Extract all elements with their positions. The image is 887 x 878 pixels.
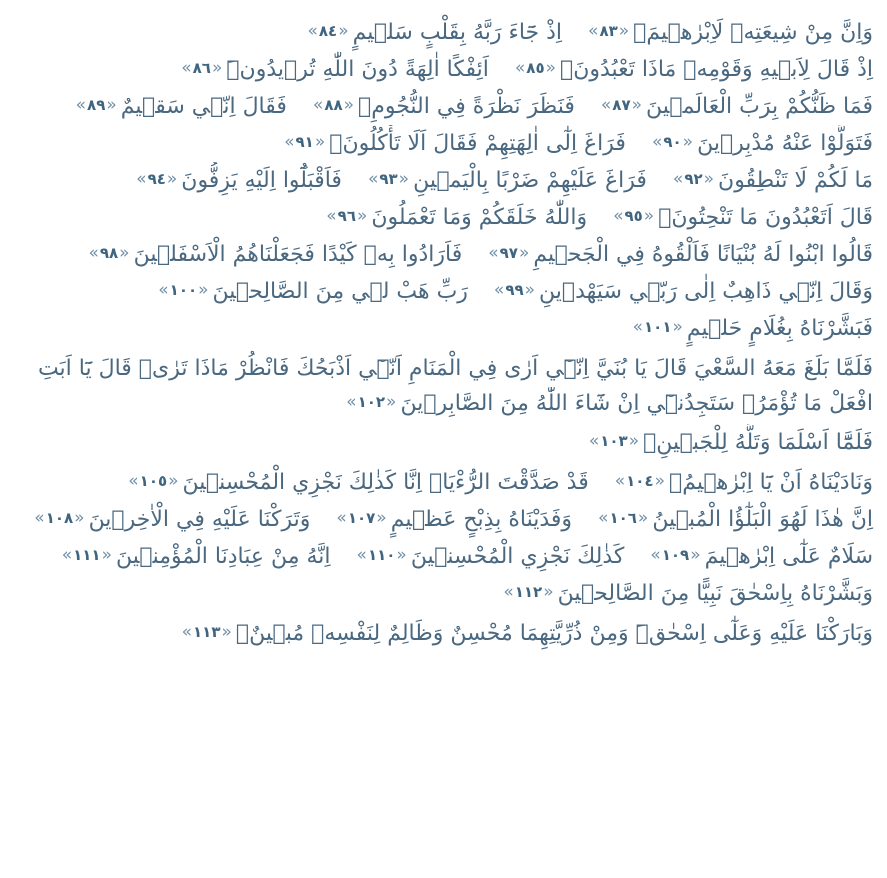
verse-segment [177,57,489,82]
verse-text: فَنَظَرَ نَظْرَةً فِي النُّجُومِۙ [358,94,575,119]
ayah-number: ١٠٣ [600,431,628,450]
verse-segment [132,168,342,193]
verse-line [12,538,875,575]
ayah-ornament-close-icon: » [600,94,612,115]
ayah-number-marker [503,581,554,602]
ayah-number: ١٠٢ [357,392,386,411]
ayah-number: ١١٣ [193,622,221,641]
ayah-number-marker [672,168,715,189]
verse-segment [646,544,873,569]
ayah-number-marker [493,279,536,300]
ayah-ornament-open-icon: « [356,205,368,226]
verse-line [12,51,875,88]
verse-line [12,125,875,162]
ayah-ornament-close-icon: » [488,242,499,263]
verse-segment [309,94,575,119]
verse-line [12,350,875,387]
ayah-ornament-open-icon: « [398,168,410,189]
verse-line [12,424,875,461]
ayah-number: ٨٧ [612,95,631,114]
ayah-ornament-open-icon: « [628,430,640,451]
verse-segment [609,205,873,230]
verse-segment [594,507,873,532]
verse-text: وَاللّٰهُ خَلَقَكُمْ وَمَا تَعْمَلُونَ [371,205,588,230]
verse-line [12,575,875,612]
ayah-number-marker [128,470,179,491]
ayah-ornament-open-icon: « [119,242,130,263]
ayah-ornament-open-icon: « [654,470,666,491]
ayah-number: ٩٥ [624,206,643,225]
verse-text: وَتَرَكْنَا عَلَيْهِ فِي الْاٰخِرٖينَ [88,507,311,532]
verse-line [12,273,875,310]
ayah-number-marker [307,20,349,41]
ayah-ornament-close-icon: » [75,94,87,115]
verse-segment [84,242,462,267]
ayah-number: ١٠١ [644,317,672,336]
verse-segment [154,279,468,304]
ayah-ornament-close-icon: » [588,20,599,41]
ayah-number-marker [600,94,643,115]
verse-line [12,199,875,236]
verse-text: وَاِنَّ مِنْ شِيعَتِهٖ لَاِبْرٰهٖيمَۘ [633,20,873,45]
verse-line [12,615,875,652]
ayah-ornament-close-icon: » [158,279,169,300]
ayah-number-marker [136,168,178,189]
ayah-number: ١٠٦ [609,508,637,527]
ayah-number: ١١١ [73,545,101,564]
ayah-number: ١١٢ [514,582,543,601]
ayah-ornament-open-icon: « [343,94,355,115]
ayah-ornament-open-icon: « [672,316,683,337]
ayah-number-marker [61,544,112,565]
ayah-number-marker [346,391,397,412]
verse-text: فَاَرَادُوا بِهٖ كَيْدًا فَجَعَلْنَاهُمُ الْاَسْفَلٖينَ [133,242,463,267]
verse-text: وَبَارَكْنَا عَلَيْهِ وَعَلٰٓى اِسْحٰقَۜ وَمِنْ ذُرِّيَّتِهِمَا مُحْسِنٌ وَظَالِمٌ لِنَفْسِهٖ مُبٖينٌۚ [235,621,873,646]
ayah-ornament-close-icon: » [34,507,45,528]
ayah-number-marker [356,544,407,565]
verse-text: فَلَمَّٓا اَسْلَمَا وَتَلَّهُ لِلْجَبٖينِۚ [643,430,873,455]
verse-text: فَرَاغَ عَلَيْهِمْ ضَرْبًا بِالْيَمٖينِ [413,168,647,193]
ayah-ornament-close-icon: » [493,279,505,300]
ayah-ornament-close-icon: » [181,57,192,78]
ayah-number-marker [312,94,355,115]
verse-segment [584,20,873,45]
ayah-ornament-open-icon: « [703,168,715,189]
ayah-number-marker [614,470,666,491]
verse-text: رَبِّ هَبْ لٖي مِنَ الصَّالِحٖينَ [212,279,468,304]
ayah-ornament-close-icon: » [598,507,609,528]
ayah-number: ١٠٤ [626,471,654,490]
verse-segment [353,544,625,569]
verse-segment [364,168,647,193]
ayah-number: ١٠٨ [45,508,74,527]
ayah-ornament-open-icon: « [74,507,85,528]
ayah-ornament-open-icon: « [690,544,701,565]
verse-text: اِذْ قَالَ لِاَبٖيهِ وَقَوْمِهٖ مَاذَا تَعْبُدُونَۚ [560,57,873,82]
ayah-number-marker [158,279,209,300]
ayah-number-marker [613,205,655,226]
verse-text: اِنَّهُ مِنْ عِبَادِنَا الْمُؤْمِنٖينَ [115,544,331,569]
ayah-number: ٨٣ [599,21,618,40]
ayah-number-marker [336,507,387,528]
verse-line [12,236,875,273]
verse-text: فَاَقْبَلُٓوا اِلَيْهِ يَزِفُّونَ [181,168,342,193]
verse-line [12,14,875,51]
ayah-ornament-open-icon: « [386,391,397,412]
ayah-ornament-open-icon: « [198,279,209,300]
ayah-number: ٩٧ [499,243,518,262]
ayah-number: ٩٨ [99,243,119,262]
ayah-ornament-open-icon: « [168,470,179,491]
ayah-ornament-close-icon: » [367,168,379,189]
verse-text: افْعَلْ مَا تُؤْمَرُۘ سَتَجِدُنٖٓي اِنْ شَٓاءَ اللّٰهُ مِنَ الصَّابِرٖينَ [400,391,873,416]
ayah-ornament-open-icon: « [545,57,557,78]
verse-segment [484,242,873,267]
ayah-ornament-close-icon: » [632,316,644,337]
ayah-ornament-close-icon: » [284,131,295,152]
ayah-number-marker [34,507,85,528]
ayah-ornament-close-icon: » [136,168,147,189]
ayah-ornament-close-icon: » [503,581,514,602]
ayah-number: ٩٠ [663,132,682,151]
verse-text: وَنَادَيْنَاهُ اَنْ يَٓا اِبْرٰهٖيمُۙ [669,470,873,495]
ayah-number: ٨٦ [192,58,211,77]
ayah-ornament-close-icon: » [181,621,193,642]
ayah-number-marker [632,316,683,337]
verse-segment [332,507,572,532]
ayah-ornament-close-icon: » [336,507,347,528]
ayah-number: ١٠٠ [169,280,198,299]
ayah-number-marker [588,20,630,41]
verse-segment [669,168,873,193]
ayah-number-marker [367,168,410,189]
verse-line [12,162,875,199]
ayah-ornament-close-icon: » [346,391,357,412]
ayah-number-marker [598,507,649,528]
verse-segment [322,205,587,230]
ayah-number-marker [326,205,368,226]
ayah-number: ١٠٩ [661,545,690,564]
verse-text: فَمَا ظَنُّكُمْ بِرَبِّ الْعَالَمٖينَ [646,94,873,119]
ayah-ornament-close-icon: » [312,94,324,115]
ayah-ornament-open-icon: « [618,20,630,41]
ayah-ornament-close-icon: » [514,57,526,78]
verse-text: وَفَدَيْنَاهُ بِذِبْحٍ عَظٖيمٍ [390,507,573,532]
ayah-number: ٩٦ [337,206,356,225]
ayah-ornament-close-icon: » [307,20,318,41]
verse-segment [38,356,873,381]
ayah-ornament-close-icon: » [88,242,99,263]
ayah-number: ١٠٥ [139,471,168,490]
ayah-number: ٩٤ [147,169,166,188]
ayah-ornament-open-icon: « [631,94,643,115]
ayah-number-marker [88,242,130,263]
ayah-ornament-open-icon: « [106,94,117,115]
ayah-ornament-open-icon: « [682,131,694,152]
verse-text: قَدْ صَدَّقْتَ الرُّءْيَاۚ اِنَّا كَذٰلِكَ نَجْزِي الْمُحْسِنٖينَ [182,470,589,495]
verse-text: قَالَ اَتَعْبُدُونَ مَا تَنْحِتُونَۙ [658,205,873,230]
ayah-ornament-close-icon: » [613,205,624,226]
verse-segment [58,544,331,569]
verse-text: وَبَشَّرْنَاهُ بِاِسْحٰقَ نَبِيًّا مِنَ الصَّالِحٖينَ [557,581,873,606]
verse-text: وَقَالَ اِنّٖي ذَاهِبٌ اِلٰى رَبّٖي سَيَهْدٖينِ [539,279,873,304]
verse-text: مَا لَكُمْ لَا تَنْطِقُونَ [718,168,873,193]
ayah-number-marker [181,621,232,642]
verse-segment [304,20,563,45]
ayah-ornament-open-icon: « [166,168,178,189]
ayah-ornament-open-icon: « [518,242,530,263]
ayah-ornament-close-icon: » [128,470,139,491]
verse-text: فَبَشَّرْنَاهُ بِغُلَامٍ حَلٖيمٍ [686,316,873,341]
verse-segment [499,581,873,606]
ayah-ornament-open-icon: « [221,621,232,642]
ayah-ornament-close-icon: » [588,430,600,451]
verse-text: اِنَّ هٰذَا لَهُوَ الْبَلٰٓؤُا الْمُبٖينُ [652,507,873,532]
ayah-number-marker [651,131,694,152]
ayah-number: ٩٣ [379,169,398,188]
ayah-number: ٩٩ [505,280,524,299]
ayah-ornament-close-icon: » [61,544,73,565]
ayah-ornament-open-icon: « [376,507,387,528]
ayah-number: ٨٤ [318,21,338,40]
verse-text: فَقَالَ اِنّٖي سَقٖيمٌ [120,94,287,119]
verse-text: فَلَمَّا بَلَغَ مَعَهُ السَّعْيَ قَالَ يَا بُنَيَّ اِنّٖٓي اَرٰى فِي الْمَنَامِ اَنّٖٓي اَذْبَحُكَ فَانْظُرْ مَاذَا تَرٰىۜ قَالَ يَٓا اَبَتِ [37,356,873,381]
ayah-number: ٩٢ [684,169,703,188]
ayah-ornament-open-icon: « [338,20,349,41]
ayah-ornament-open-icon: « [101,544,112,565]
verse-text: اَئِفْكًا اٰلِهَةً دُونَ اللّٰهِ تُرٖيدُونَۜ [226,57,489,82]
ayah-number: ١١٠ [367,545,396,564]
ayah-ornament-open-icon: « [211,57,223,78]
verse-line [12,387,875,421]
verse-text: فَتَوَلَّوْا عَنْهُ مُدْبِرٖينَ [697,131,873,156]
ayah-number-marker [284,131,326,152]
verse-segment [490,279,873,304]
ayah-number: ٨٥ [526,58,545,77]
verse-segment [280,131,626,156]
verse-segment [342,391,873,416]
ayah-number-marker [488,242,530,263]
ayah-number: ٨٨ [324,95,343,114]
ayah-ornament-open-icon: « [396,544,407,565]
verse-text: كَذٰلِكَ نَجْزِي الْمُحْسِنٖينَ [410,544,625,569]
ayah-ornament-close-icon: » [326,205,337,226]
verse-segment [30,507,310,532]
verse-segment [585,430,873,455]
verse-text: سَلَامٌ عَلٰٓى اِبْرٰهٖيمَ [704,544,873,569]
ayah-ornament-close-icon: » [356,544,367,565]
verse-segment [611,470,873,495]
ayah-number: ٨٩ [87,95,106,114]
verse-line [12,88,875,125]
ayah-ornament-close-icon: » [614,470,626,491]
ayah-number-marker [650,544,701,565]
ayah-ornament-close-icon: » [672,168,684,189]
verse-line [12,310,875,347]
ayah-number-marker [181,57,223,78]
verse-line [12,464,875,501]
ayah-ornament-open-icon: « [643,205,655,226]
ayah-number-marker [75,94,117,115]
ayah-number: ٩١ [295,132,314,151]
ayah-ornament-open-icon: « [524,279,536,300]
verse-line [12,501,875,538]
ayah-number-marker [588,430,640,451]
ayah-ornament-close-icon: » [650,544,661,565]
ayah-ornament-open-icon: « [637,507,649,528]
verse-segment [72,94,287,119]
verse-segment [597,94,873,119]
verse-segment [124,470,588,495]
verse-text: اِذْ جَٓاءَ رَبَّهُ بِقَلْبٍ سَلٖيمٍ [352,20,563,45]
verse-segment [629,316,873,341]
ayah-ornament-open-icon: « [314,131,326,152]
ayah-ornament-open-icon: « [543,581,554,602]
verse-segment [511,57,873,82]
verse-segment [648,131,873,156]
ayah-number: ١٠٧ [347,508,376,527]
verse-text: قَالُوا ابْنُوا لَهُ بُنْيَانًا فَاَلْقُوهُ فِي الْجَحٖيمِ [533,242,873,267]
verse-text: فَرَاغَ اِلٰٓى اٰلِهَتِهِمْ فَقَالَ اَلَا تَأْكُلُونَۚ [329,131,626,156]
ayah-ornament-close-icon: » [651,131,663,152]
verse-segment [178,621,873,646]
ayah-number-marker [514,57,557,78]
